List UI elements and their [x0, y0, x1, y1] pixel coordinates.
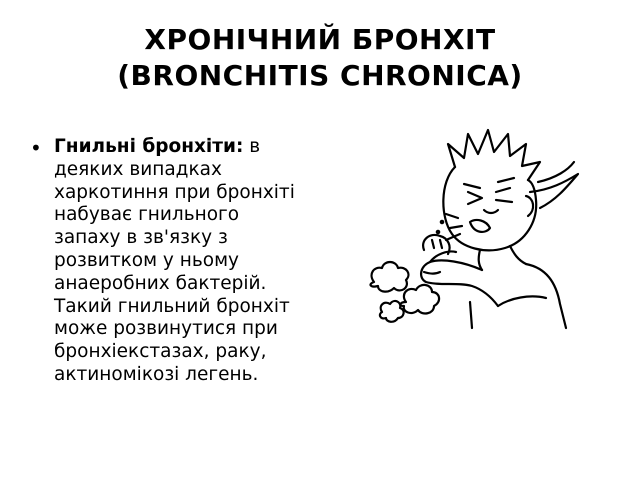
coughing-person-drawing-icon — [360, 122, 590, 332]
slide-title-line-1: ХРОНІЧНИЙ БРОНХІТ — [144, 23, 496, 56]
bullet-marker: • — [30, 136, 42, 160]
bullet-item — [54, 136, 309, 387]
slide-title-line-2: (BRONCHITIS CHRONICA) — [117, 59, 523, 92]
slide-title — [20, 22, 620, 94]
bullet-description: в деяких випадках харкотиння при бронхіті набуває гнильного запаху в зв'язку з розвитком у ньому анаеробних бактерій. Такий гнильний бронхіт може розвинутися при бронхіекстазах, раку, актиномікозі легень. — [54, 136, 295, 385]
bullet-term: Гнильні бронхіти: — [54, 136, 244, 157]
